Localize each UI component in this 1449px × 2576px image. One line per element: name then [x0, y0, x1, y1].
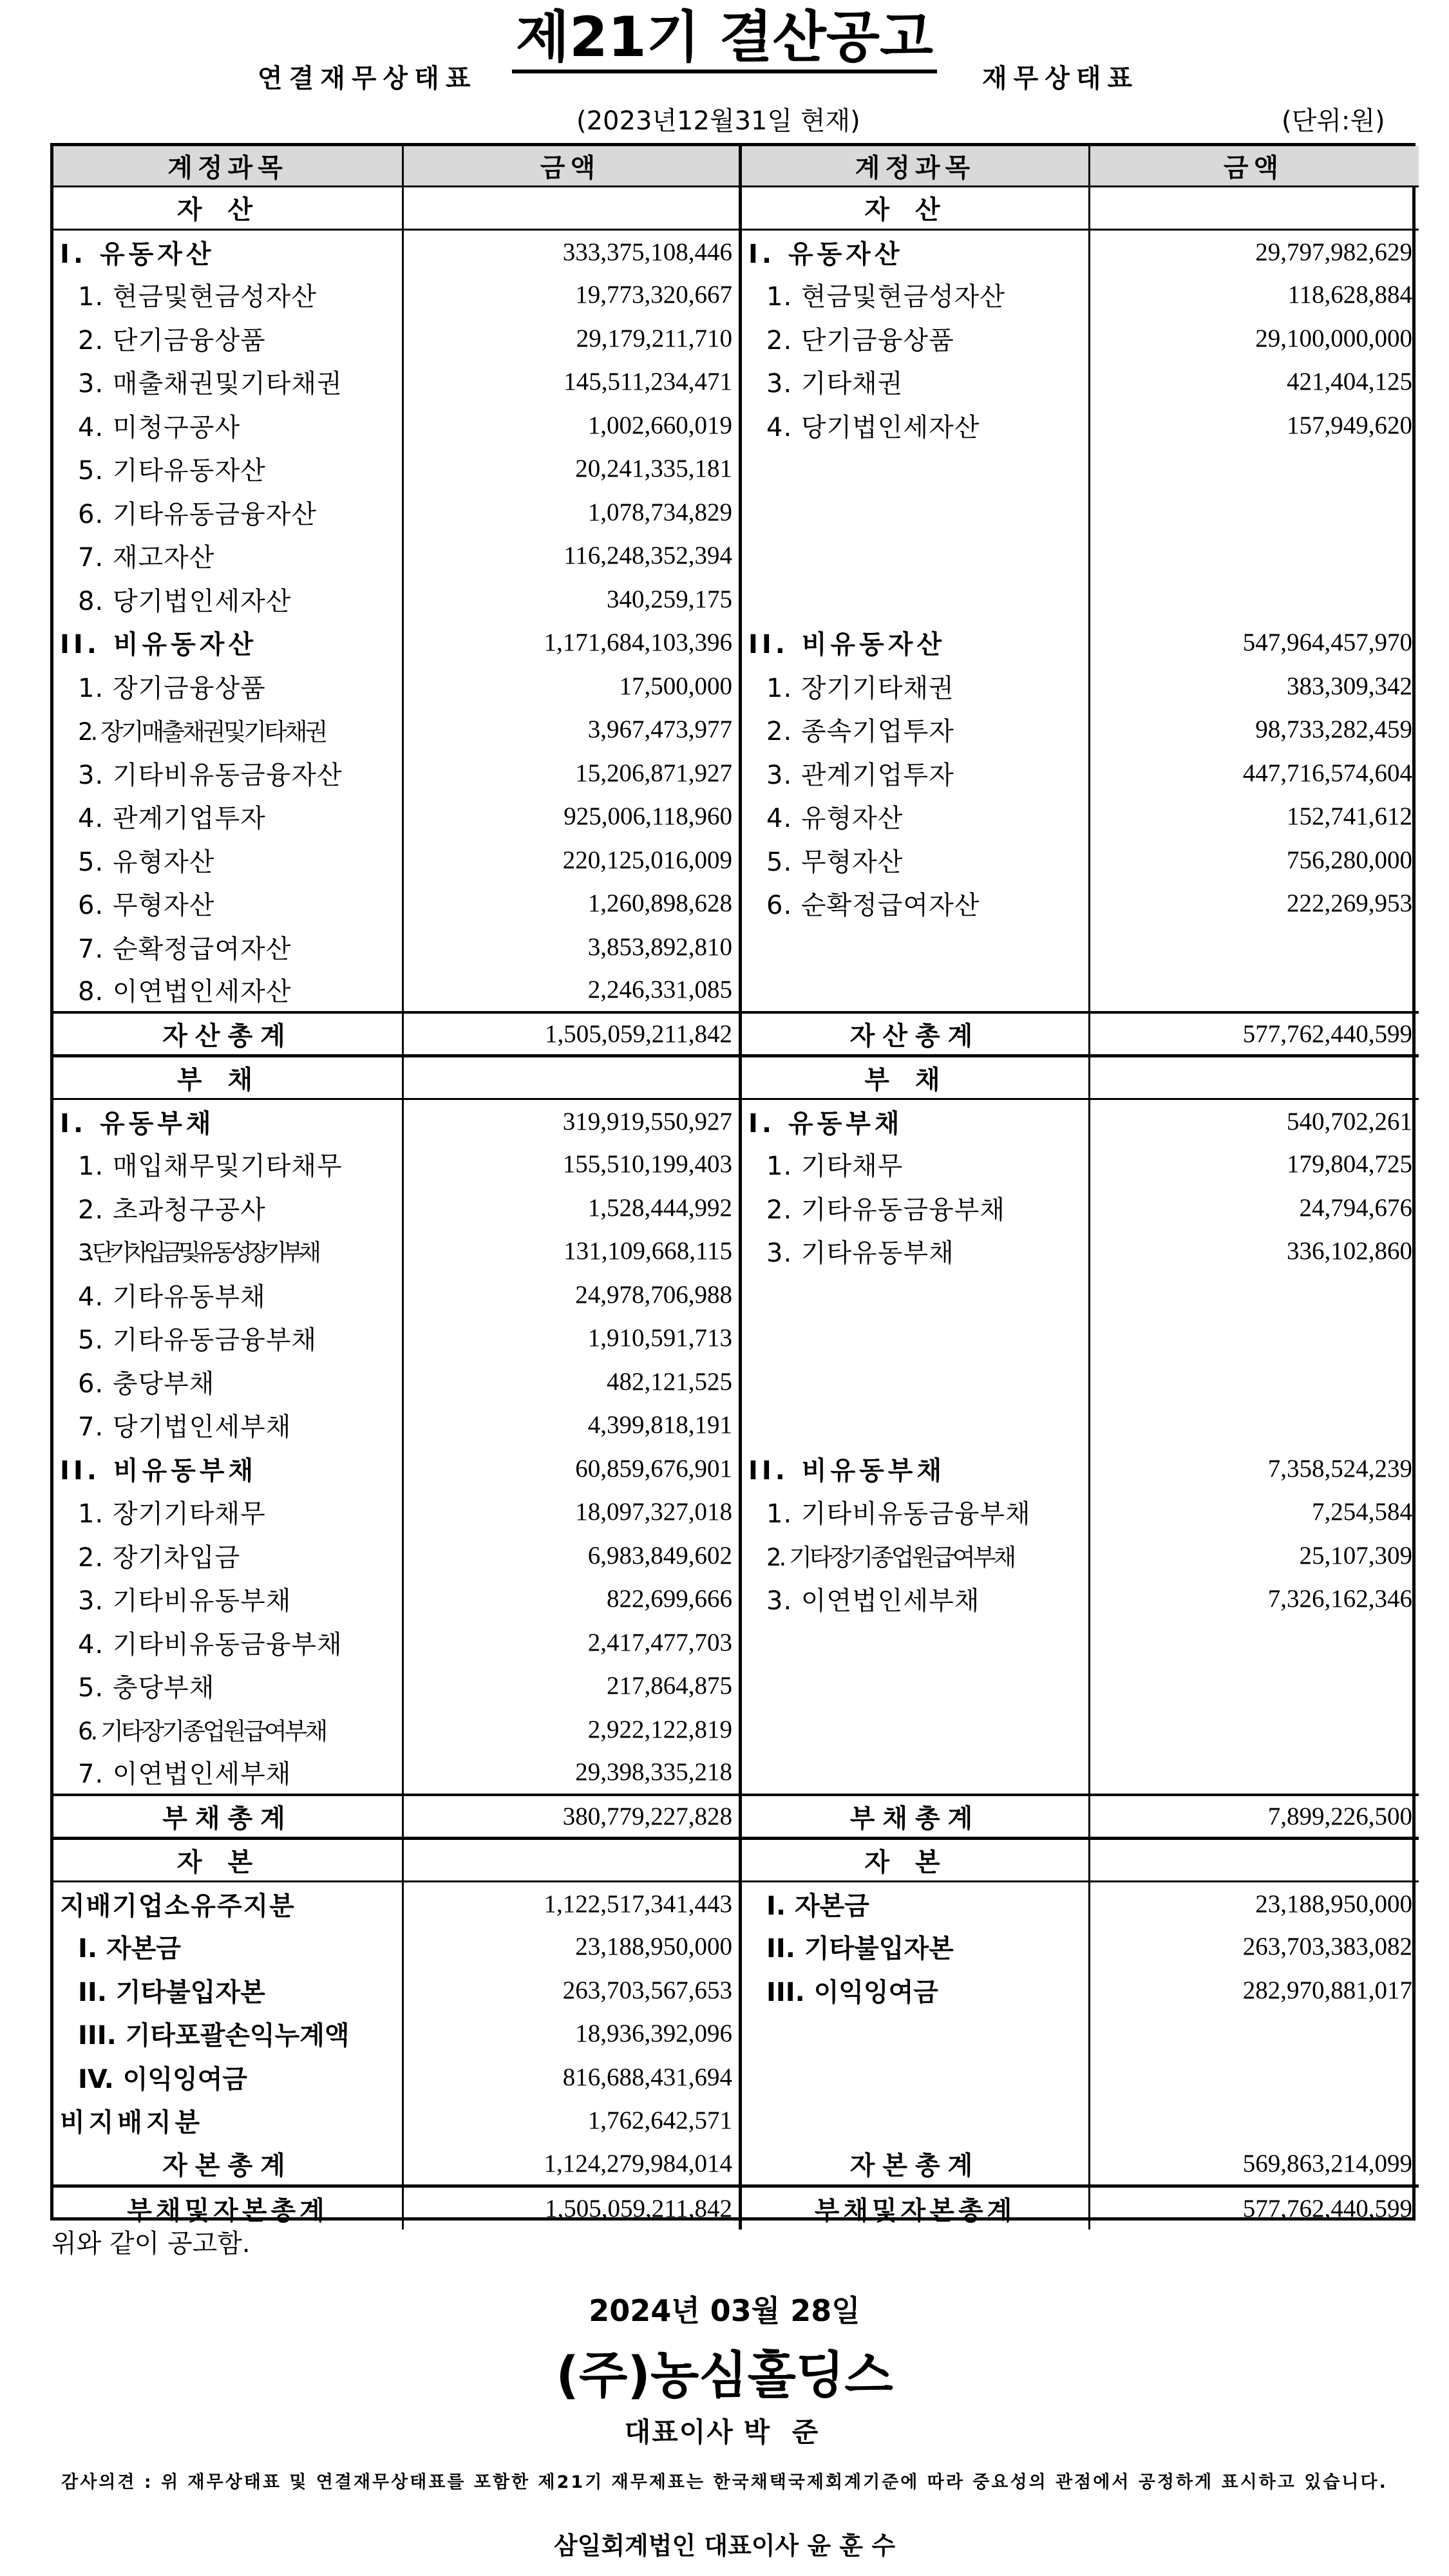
row-amount: 340,259,175: [607, 585, 732, 613]
table-row: [53, 925, 739, 969]
empty-row: [742, 491, 1419, 535]
table-row: [53, 838, 739, 882]
row-amount: 1,505,059,211,842: [402, 2186, 739, 2230]
row-label: 5. 무형자산: [766, 847, 904, 877]
table-row: [742, 1577, 1419, 1621]
row-label: 6. 기타장기종업원급여부채: [78, 1718, 326, 1746]
row-label: 4. 기타유동부채: [78, 1282, 266, 1312]
total-liab-equity-row: [742, 2186, 1419, 2230]
table-row: [742, 1186, 1419, 1230]
row-label: 자산총계: [742, 1012, 1088, 1056]
notice-title: [0, 5, 1449, 70]
row-label: 부채및자본총계: [742, 2186, 1088, 2230]
total-equity-row: [53, 2143, 739, 2186]
row-label: 6. 순확정급여자산: [766, 891, 980, 921]
audit-opinion: 감사의견 : 위 재무상태표 및 연결재무상태표를 포함한 제21기 재무제표는 한국채택국제회계기준에 따라 중요성의 관점에서 공정하게 표시하고 있습니다.: [61, 2472, 1388, 2492]
notice-text: 위와 같이 공고함.: [52, 2229, 251, 2259]
table-row: [742, 273, 1419, 317]
row-label: 자본총계: [162, 2150, 293, 2181]
table-row: [53, 1186, 739, 1230]
row-amount: 1,528,444,992: [587, 1193, 732, 1222]
row-amount: 263,703,567,653: [562, 1976, 732, 2004]
row-label: 8. 이연법인세자산: [78, 977, 292, 1007]
row-label: 1. 장기기타채권: [766, 673, 954, 703]
table-row: [742, 1969, 1419, 2012]
table-row: [742, 795, 1419, 838]
table-row: [53, 708, 739, 752]
table-row: [742, 1229, 1419, 1273]
consolidated-section: [53, 146, 739, 2230]
row-label: 5. 유형자산: [78, 847, 215, 877]
row-amount: 19,773,320,667: [575, 281, 732, 309]
table-row: [53, 1534, 739, 1578]
row-label: 1. 현금및현금성자산: [78, 282, 317, 312]
section-label: 자본: [742, 1838, 1088, 1882]
table-row: [53, 882, 739, 925]
row-amount: 822,699,666: [607, 1585, 732, 1613]
table-row: [53, 317, 739, 361]
row-amount: 1,078,734,829: [587, 498, 732, 526]
row-label: 8. 당기법인세자산: [78, 586, 292, 616]
table-row: [53, 2099, 739, 2143]
account-column-header: 계정과목: [53, 146, 402, 186]
row-label: I. 자본금: [766, 1891, 869, 1921]
empty-row: [742, 2099, 1419, 2143]
row-amount: 2,922,122,819: [587, 1715, 732, 1743]
total-assets-row: [53, 1012, 739, 1056]
row-amount: 217,864,875: [607, 1672, 732, 1700]
table-row: [53, 1447, 739, 1491]
table-row: [742, 1882, 1419, 1926]
row-amount: 24,978,706,988: [575, 1280, 732, 1309]
empty-row: [742, 578, 1419, 621]
equity-section-header: [742, 1838, 1419, 1882]
column-header-row: [53, 146, 739, 186]
total-equity-row: [742, 2143, 1419, 2186]
row-amount: 17,500,000: [619, 672, 732, 700]
row-amount: 20,241,335,181: [575, 455, 732, 483]
row-label: 3. 이연법인세부채: [766, 1586, 980, 1616]
row-amount: 756,280,000: [1287, 846, 1412, 874]
amount-column-header: 금액: [402, 146, 739, 186]
table-row: [53, 1229, 739, 1273]
row-label: I. 자본금: [78, 1934, 181, 1964]
row-amount: 29,100,000,000: [1255, 324, 1412, 352]
row-label: 5. 충당부채: [78, 1673, 215, 1703]
row-label: I. 유동부채: [748, 1108, 904, 1139]
empty-row: [742, 1273, 1419, 1317]
row-label: 7. 당기법인세부채: [78, 1412, 292, 1443]
row-label: 3. 관계기업투자: [766, 760, 954, 790]
row-label: 4. 관계기업투자: [78, 804, 266, 834]
amount-column-header: 금액: [1088, 146, 1419, 186]
row-label: 2. 단기금융상품: [78, 325, 266, 355]
date-note: (2023년12월31일 현재): [576, 106, 860, 136]
table-row: [53, 1490, 739, 1534]
row-amount: 7,899,226,500: [1088, 1795, 1419, 1839]
row-label: 2. 종속기업투자: [766, 717, 954, 747]
table-row: [53, 578, 739, 621]
row-amount: 25,107,309: [1299, 1541, 1412, 1569]
row-amount: 1,122,517,341,443: [544, 1889, 732, 1918]
table-row: [742, 621, 1419, 665]
row-amount: 1,124,279,984,014: [544, 2149, 732, 2177]
row-label: 지배기업소유주지분: [60, 1891, 296, 1921]
row-amount: 152,741,612: [1287, 802, 1412, 831]
table-row: [53, 752, 739, 795]
row-amount: 6,983,849,602: [587, 1541, 732, 1569]
row-amount: 577,762,440,599: [1088, 1012, 1419, 1056]
row-label: 2. 장기매출채권및기타채권: [78, 717, 326, 746]
table-row: [53, 1099, 739, 1143]
table-row: [53, 2012, 739, 2056]
row-amount: 282,970,881,017: [1242, 1976, 1412, 2004]
row-amount: 179,804,725: [1287, 1150, 1412, 1179]
row-amount: 1,910,591,713: [587, 1324, 732, 1352]
row-label: 부채총계: [742, 1795, 1088, 1839]
consolidated-subtitle: 연결재무상태표: [258, 64, 477, 93]
table-row: [742, 1925, 1419, 1969]
row-label: I. 유동부채: [60, 1108, 215, 1139]
table-row: [53, 1925, 739, 1969]
row-amount: 29,398,335,218: [575, 1758, 732, 1786]
empty-row: [742, 1708, 1419, 1752]
balance-sheet-table: [50, 143, 1416, 2226]
row-amount: 4,399,818,191: [587, 1411, 732, 1439]
row-amount: 116,248,352,394: [564, 542, 732, 570]
total-liabilities-row: [742, 1795, 1419, 1839]
row-amount: 7,358,524,239: [1267, 1454, 1412, 1482]
table-row: [53, 230, 739, 274]
table-row: [53, 1882, 739, 1926]
row-amount: 1,002,660,019: [587, 411, 732, 439]
table-row: [742, 1490, 1419, 1534]
liability-section-header: [742, 1056, 1419, 1099]
row-label: 1. 현금및현금성자산: [766, 282, 1005, 312]
ceo-name: 박 준: [743, 2416, 825, 2448]
row-amount: 547,964,457,970: [1242, 629, 1412, 657]
table-row: [53, 621, 739, 665]
table-row: [53, 1664, 739, 1708]
table-row: [742, 665, 1419, 708]
total-assets-row: [742, 1012, 1419, 1056]
row-label: II. 기타불입자본: [766, 1934, 954, 1964]
row-amount: 319,919,550,927: [562, 1107, 732, 1135]
row-amount: 482,121,525: [607, 1367, 732, 1396]
row-amount: 447,716,574,604: [1242, 759, 1412, 787]
separate-section: [739, 146, 1419, 2230]
row-label: II. 비유동부채: [60, 1455, 258, 1486]
section-label: 자산: [742, 186, 1088, 230]
row-amount: 23,188,950,000: [1255, 1889, 1412, 1918]
asset-section-header: [742, 186, 1419, 230]
table-row: [53, 969, 739, 1012]
table-row: [742, 360, 1419, 404]
row-amount: 569,863,214,099: [1242, 2149, 1412, 2177]
row-label: 자본총계: [849, 2150, 981, 2181]
row-label: 3. 매출채권및기타채권: [78, 369, 343, 399]
table-row: [742, 1142, 1419, 1186]
row-label: 7. 이연법인세부채: [78, 1759, 292, 1790]
empty-row: [742, 1751, 1419, 1795]
separate-subtitle: 재무상태표: [982, 64, 1139, 93]
row-amount: 15,206,871,927: [575, 759, 732, 787]
row-amount: 380,779,227,828: [402, 1795, 739, 1839]
table-row: [53, 447, 739, 491]
row-label: 2. 초과청구공사: [78, 1195, 266, 1225]
table-row: [53, 665, 739, 708]
row-amount: 1,171,684,103,396: [544, 629, 732, 657]
row-amount: 263,703,383,082: [1242, 1933, 1412, 1961]
row-amount: 2,417,477,703: [587, 1628, 732, 1656]
row-label: 2. 기타유동금융부채: [766, 1195, 1005, 1225]
empty-row: [742, 1621, 1419, 1665]
table-row: [53, 534, 739, 578]
row-amount: 333,375,108,446: [562, 238, 732, 266]
row-amount: 577,762,440,599: [1088, 2186, 1419, 2230]
row-label: 부채총계: [53, 1795, 402, 1839]
table-row: [53, 404, 739, 448]
notice-title-text: 제21기 결산공고: [512, 5, 937, 73]
column-header-row: [742, 146, 1419, 186]
row-label: 7. 순확정급여자산: [78, 934, 292, 964]
row-label: 비지배지분: [60, 2108, 204, 2138]
asset-section-header: [53, 186, 739, 230]
row-amount: 157,949,620: [1287, 411, 1412, 439]
row-amount: 7,326,162,346: [1267, 1585, 1412, 1613]
row-amount: 29,179,211,710: [576, 324, 732, 352]
row-label: 2. 기타장기종업원급여부채: [766, 1544, 1014, 1572]
row-label: 1. 매입채무및기타채무: [78, 1151, 343, 1182]
row-label: I. 유동자산: [748, 239, 904, 269]
table-row: [53, 360, 739, 404]
row-amount: 145,511,234,471: [564, 368, 732, 396]
table-row: [53, 1577, 739, 1621]
table-row: [742, 1099, 1419, 1143]
row-label: II. 비유동부채: [748, 1455, 946, 1486]
row-label: III. 기타포괄손익누계액: [78, 2021, 350, 2051]
table-row: [53, 1142, 739, 1186]
equity-section-header: [53, 1838, 739, 1882]
table-row: [742, 708, 1419, 752]
table-row: [53, 1360, 739, 1404]
row-label: 3. 기타비유동부채: [78, 1586, 292, 1616]
row-amount: 23,188,950,000: [575, 1933, 732, 1961]
table-row: [53, 1751, 739, 1795]
section-label: 자산: [53, 186, 402, 230]
row-amount: 1,260,898,628: [587, 889, 732, 918]
table-row: [53, 1273, 739, 1317]
section-label: 자본: [53, 1838, 402, 1882]
table-row: [742, 230, 1419, 274]
row-label: 6. 충당부채: [78, 1368, 215, 1399]
empty-row: [742, 1360, 1419, 1404]
row-label: I. 유동자산: [60, 239, 215, 269]
publication-date: 2024년 03월 28일: [589, 2293, 860, 2328]
table-row: [53, 2056, 739, 2099]
row-amount: 220,125,016,009: [562, 846, 732, 874]
row-amount: 1,762,642,571: [587, 2107, 732, 2135]
row-amount: 18,936,392,096: [575, 2020, 732, 2048]
row-label: 2. 단기금융상품: [766, 325, 954, 355]
row-amount: 421,404,125: [1287, 368, 1412, 396]
row-label: 자산총계: [53, 1012, 402, 1056]
row-label: 5. 기타유동금융부채: [78, 1325, 317, 1356]
table-row: [53, 1969, 739, 2012]
row-amount: 3,853,892,810: [587, 933, 732, 961]
table-row: [742, 317, 1419, 361]
row-amount: 336,102,860: [1287, 1237, 1412, 1265]
row-amount: 816,688,431,694: [562, 2063, 732, 2091]
row-label: 1. 장기금융상품: [78, 673, 266, 703]
table-row: [53, 491, 739, 535]
row-label: II. 비유동자산: [60, 630, 258, 660]
company-name: (주)농심홀딩스: [556, 2347, 893, 2405]
row-amount: 7,254,584: [1312, 1498, 1412, 1526]
empty-row: [742, 1664, 1419, 1708]
row-amount: 540,702,261: [1287, 1107, 1412, 1135]
empty-row: [742, 447, 1419, 491]
row-amount: 1,505,059,211,842: [402, 1012, 739, 1056]
row-amount: 24,794,676: [1299, 1193, 1412, 1222]
row-label: II. 비유동자산: [748, 630, 946, 660]
row-label: 1. 기타채무: [766, 1151, 904, 1182]
row-amount: 60,859,676,901: [575, 1454, 732, 1482]
row-label: 3. 단기차입금및유동성장기부채: [78, 1240, 316, 1267]
row-label: II. 기타불입자본: [78, 1977, 265, 2007]
row-label: 3. 기타채권: [766, 369, 904, 399]
row-amount: 18,097,327,018: [575, 1498, 732, 1526]
row-label: 4. 유형자산: [766, 804, 904, 834]
table-row: [742, 1534, 1419, 1578]
table-row: [742, 838, 1419, 882]
table-row: [53, 1708, 739, 1752]
empty-row: [742, 2012, 1419, 2056]
table-row: [742, 752, 1419, 795]
empty-row: [742, 969, 1419, 1012]
empty-row: [742, 1316, 1419, 1360]
row-label: IV. 이익잉여금: [78, 2064, 248, 2094]
row-label: 1. 장기기타채무: [78, 1499, 266, 1530]
ceo-title: 대표이사: [624, 2416, 734, 2448]
row-amount: 98,733,282,459: [1255, 715, 1412, 744]
table-row: [53, 1621, 739, 1665]
row-label: 2. 장기차입금: [78, 1542, 241, 1573]
account-column-header: 계정과목: [742, 146, 1088, 186]
table-row: [53, 795, 739, 838]
row-label: 6. 기타유동금융자산: [78, 499, 317, 529]
row-label: 4. 당기법인세자산: [766, 412, 980, 442]
row-label: 3. 기타비유동금융자산: [78, 760, 343, 790]
table-row: [53, 1403, 739, 1447]
section-label: 부채: [742, 1056, 1088, 1099]
row-amount: 131,109,668,115: [564, 1237, 732, 1265]
table-row: [53, 273, 739, 317]
row-label: 부채및자본총계: [53, 2186, 402, 2230]
table-row: [53, 1316, 739, 1360]
row-amount: 155,510,199,403: [562, 1150, 732, 1179]
row-label: 3. 기타유동부채: [766, 1238, 954, 1269]
row-label: 4. 미청구공사: [78, 412, 241, 442]
liability-section-header: [53, 1056, 739, 1099]
empty-row: [742, 2056, 1419, 2099]
empty-row: [742, 534, 1419, 578]
row-label: 5. 기타유동자산: [78, 456, 266, 486]
row-label: 6. 무형자산: [78, 891, 215, 921]
row-amount: 222,269,953: [1287, 889, 1412, 918]
row-amount: 925,006,118,960: [564, 802, 732, 831]
row-amount: 118,628,884: [1287, 281, 1412, 309]
unit-note: (단위:원): [1282, 106, 1385, 136]
section-label: 부채: [53, 1056, 402, 1099]
row-label: 1. 기타비유동금융부채: [766, 1499, 1031, 1530]
row-amount: 29,797,982,629: [1255, 238, 1412, 266]
row-amount: 383,309,342: [1287, 672, 1412, 700]
row-amount: 2,246,331,085: [587, 976, 732, 1004]
ceo-line: [0, 2411, 1449, 2450]
total-liabilities-row: [53, 1795, 739, 1839]
empty-row: [742, 1403, 1419, 1447]
row-label: 7. 재고자산: [78, 543, 215, 573]
row-label: 4. 기타비유동금융부채: [78, 1629, 343, 1660]
table-row: [742, 404, 1419, 448]
auditor-signature: 삼일회계법인 대표이사 윤 훈 수: [553, 2532, 896, 2560]
table-row: [742, 882, 1419, 925]
row-amount: 3,967,473,977: [587, 715, 732, 744]
empty-row: [742, 925, 1419, 969]
row-label: III. 이익잉여금: [766, 1977, 938, 2007]
table-row: [742, 1447, 1419, 1491]
